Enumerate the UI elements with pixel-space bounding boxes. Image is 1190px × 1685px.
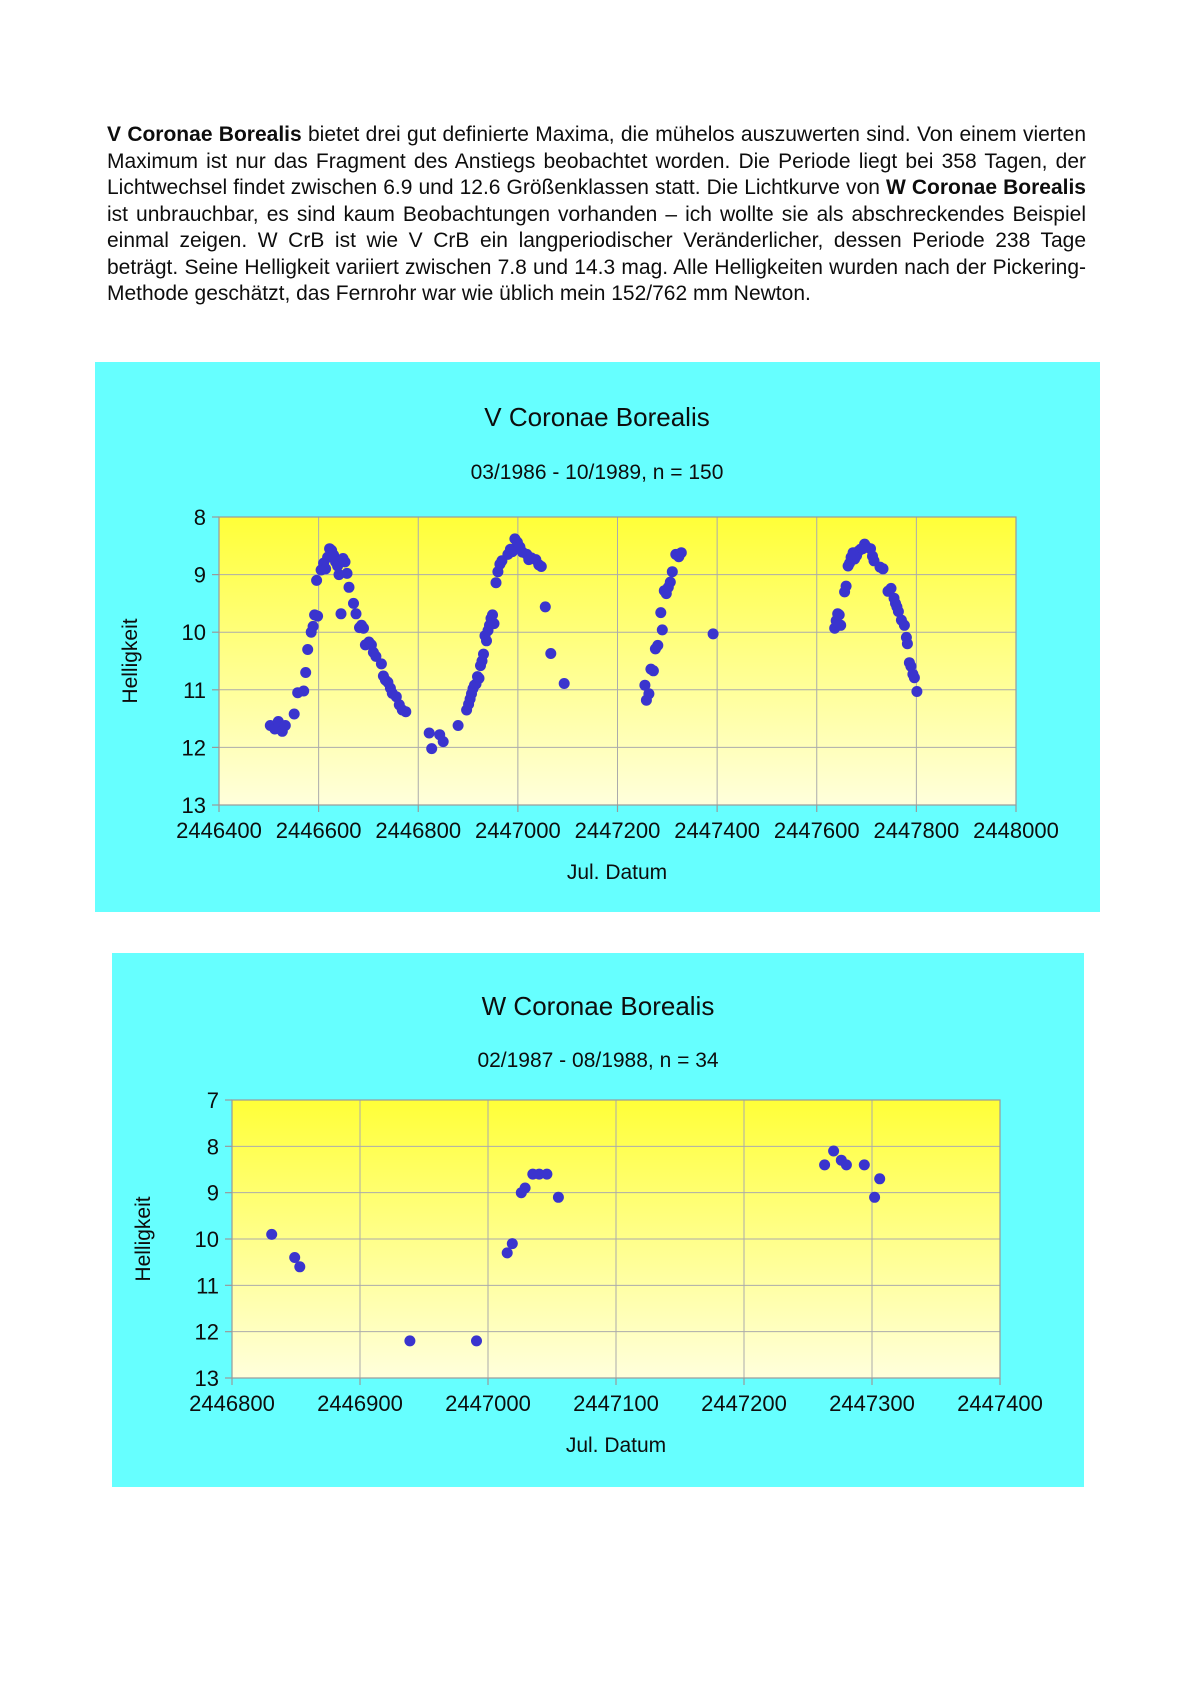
data-point <box>320 563 331 574</box>
data-point <box>899 620 910 631</box>
x-tick-label: 2446600 <box>275 818 362 843</box>
data-point <box>507 1238 518 1249</box>
data-point <box>655 607 666 618</box>
data-point <box>553 1192 564 1203</box>
intro-text-part2: ist unbrauchbar, es sind kaum Beobachtungen vorhanden – ich wollte sie als abschreckendes Beispiel einmal zeigen. W CrB ist wie V CrB ein langperiodischer Veränderlicher, dessen Periode 238 Tage beträgt. Seine Helligkeit variiert zwischen 7.8 und 14.3 mag. Alle Helligkeiten wurden nach der Pickering-Methode geschätzt, das Fernrohr war wie üblich mein 152/762 mm Newton. <box>107 202 1086 305</box>
x-tick-label: 2447600 <box>773 818 860 843</box>
w-crb-chart-panel <box>112 953 1084 1487</box>
data-point <box>665 577 676 588</box>
x-tick-label: 2446800 <box>189 1391 275 1416</box>
x-tick-label: 2448000 <box>973 818 1059 843</box>
data-point <box>835 620 846 631</box>
data-point <box>294 1261 305 1272</box>
data-point <box>340 556 351 567</box>
data-point <box>400 706 411 717</box>
x-tick-label: 2447400 <box>957 1391 1043 1416</box>
data-point <box>312 611 323 622</box>
data-point <box>404 1335 415 1346</box>
data-point <box>648 665 659 676</box>
data-point <box>424 728 435 739</box>
data-point <box>376 658 387 669</box>
intro-text-part1: bietet drei gut definierte Maxima, die mühelos auszuwerten sind. Von einem vierten Maximum ist nur das Fragment des Anstiegs beobachtet worden. Die Periode liegt bei 358 Tagen, der Lichtwechsel findet zwischen 6.9 und 12.6 Größenklassen statt. Die Lichtkurve von <box>107 123 1086 199</box>
data-point <box>426 743 437 754</box>
y-axis-title: Helligkeit <box>119 618 142 704</box>
data-point <box>886 583 897 594</box>
data-point <box>902 638 913 649</box>
y-tick-label: 9 <box>206 1180 219 1206</box>
x-tick-label: 2447300 <box>829 1391 915 1416</box>
data-point <box>474 673 485 684</box>
y-tick-label: 12 <box>194 1319 219 1345</box>
data-point <box>308 621 319 632</box>
data-point <box>351 608 362 619</box>
data-point <box>266 1229 277 1240</box>
data-point <box>859 1159 870 1170</box>
y-tick-label: 8 <box>206 1134 219 1160</box>
data-point <box>652 640 663 651</box>
plot-area <box>176 505 1059 843</box>
x-tick-label: 2446900 <box>317 1391 403 1416</box>
data-point <box>438 736 449 747</box>
plot-area <box>189 1088 1043 1416</box>
data-point <box>471 1335 482 1346</box>
y-axis-title: Helligkeit <box>132 1196 155 1282</box>
intro-paragraph <box>107 122 1086 308</box>
data-point <box>520 1183 531 1194</box>
data-point <box>289 709 300 720</box>
data-point <box>708 628 719 639</box>
w-crb-plot <box>112 953 1084 1487</box>
data-point <box>280 720 291 731</box>
data-point <box>676 547 687 558</box>
data-point <box>489 618 500 629</box>
data-point <box>819 1159 830 1170</box>
y-tick-label: 10 <box>181 620 206 646</box>
data-point <box>834 609 845 620</box>
x-tick-label: 2447800 <box>873 818 960 843</box>
x-tick-label: 2447200 <box>701 1391 787 1416</box>
data-point <box>478 649 489 660</box>
data-point <box>909 672 920 683</box>
chart-subtitle: 02/1987 - 08/1988, n = 34 <box>477 1049 719 1072</box>
x-tick-label: 2447100 <box>573 1391 659 1416</box>
data-point <box>911 686 922 697</box>
data-point <box>481 635 492 646</box>
data-point <box>841 581 852 592</box>
data-point <box>540 601 551 612</box>
data-point <box>667 566 678 577</box>
x-axis-title: Jul. Datum <box>565 1434 667 1457</box>
chart-title: W Coronae Borealis <box>481 991 715 1021</box>
x-tick-label: 2447200 <box>574 818 661 843</box>
y-tick-label: 12 <box>181 735 206 761</box>
x-tick-label: 2446400 <box>176 818 262 843</box>
data-point <box>559 678 570 689</box>
y-tick-label: 11 <box>183 677 206 703</box>
v-crb-plot <box>95 362 1100 912</box>
data-point <box>869 1192 880 1203</box>
v-crb-chart-panel <box>95 362 1100 912</box>
y-tick-label: 7 <box>206 1088 219 1113</box>
data-point <box>536 561 547 572</box>
data-point <box>311 575 322 586</box>
x-tick-label: 2447000 <box>445 1391 531 1416</box>
data-point <box>874 1173 885 1184</box>
data-point <box>336 608 347 619</box>
y-tick-label: 13 <box>194 1366 219 1391</box>
data-point <box>348 598 359 609</box>
y-tick-label: 10 <box>194 1227 219 1252</box>
chart-subtitle: 03/1986 - 10/1989, n = 150 <box>470 461 724 484</box>
v-crb-bold-name: V Coronae Borealis <box>107 123 302 146</box>
data-point <box>302 644 313 655</box>
data-point <box>643 688 654 699</box>
data-point <box>878 563 889 574</box>
x-axis-title: Jul. Datum <box>566 861 668 884</box>
y-tick-label: 11 <box>196 1273 219 1299</box>
x-tick-label: 2447000 <box>475 818 561 843</box>
y-tick-label: 13 <box>181 793 206 818</box>
data-point <box>342 568 353 579</box>
data-point <box>657 624 668 635</box>
y-tick-label: 9 <box>193 562 206 588</box>
data-point <box>453 720 464 731</box>
x-tick-label: 2447400 <box>674 818 760 843</box>
chart-title: V Coronae Borealis <box>484 402 710 432</box>
y-tick-label: 8 <box>193 505 206 530</box>
data-point <box>841 1159 852 1170</box>
data-point <box>491 577 502 588</box>
data-point <box>289 1252 300 1263</box>
data-point <box>300 667 311 678</box>
data-point <box>541 1169 552 1180</box>
data-point <box>502 1247 513 1258</box>
data-point <box>828 1146 839 1157</box>
w-crb-bold-name: W Coronae Borealis <box>885 176 1086 199</box>
data-point <box>358 623 369 634</box>
data-point <box>344 582 355 593</box>
x-tick-label: 2446800 <box>375 818 462 843</box>
data-point <box>298 686 309 697</box>
data-point <box>545 648 556 659</box>
